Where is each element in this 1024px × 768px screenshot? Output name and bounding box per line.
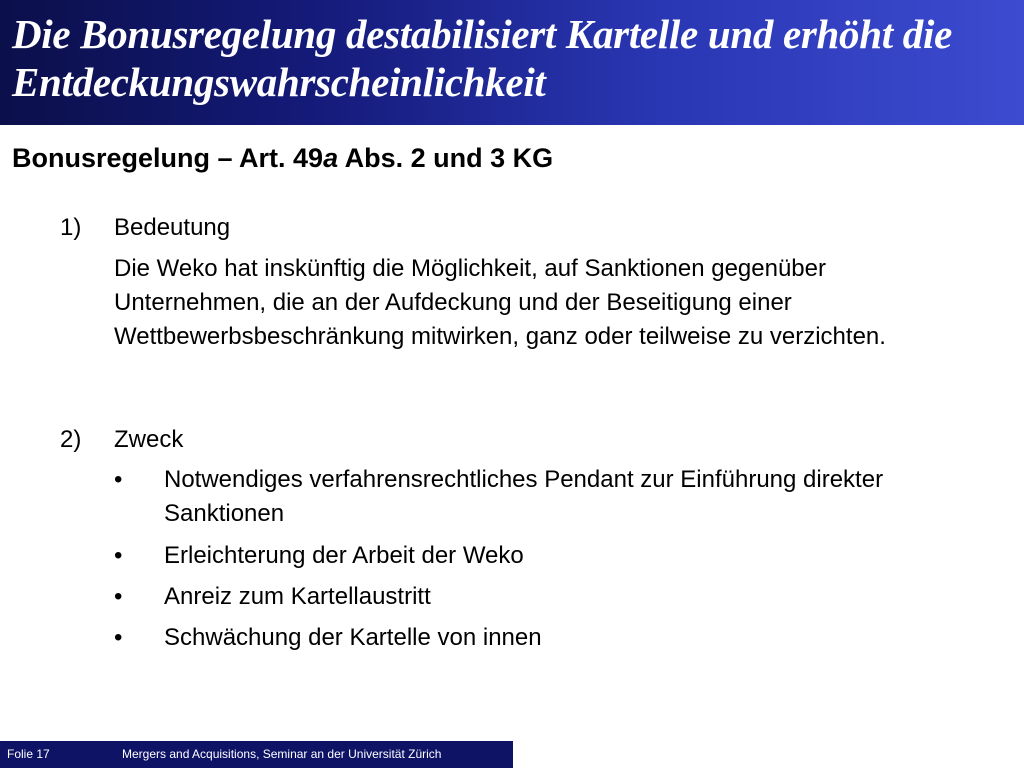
list-item: Erleichterung der Arbeit der Weko — [164, 542, 524, 569]
slide-subtitle — [12, 143, 553, 174]
list-item: Notwendiges verfahrensrechtliches Pendant zur Einführung direkter Sanktionen — [164, 466, 884, 527]
section-heading: Bedeutung — [114, 214, 231, 241]
subtitle-rest: Abs. 2 und 3 KG — [338, 143, 554, 173]
list-item: Anreiz zum Kartellaustritt — [164, 583, 431, 610]
bullet-icon: • — [114, 624, 123, 651]
subtitle-italic: a — [323, 143, 339, 173]
slide-number: Folie 17 — [7, 747, 50, 761]
section-number: 1) — [60, 214, 82, 241]
title-bar — [0, 0, 1024, 125]
section-heading: Zweck — [114, 426, 184, 453]
footer-course-label: Mergers and Acquisitions, Seminar an der Universität Zürich — [122, 747, 442, 761]
slide-title: Die Bonusregelung destabilisiert Kartelle und erhöht die Entdeckungswahrscheinlichkeit — [12, 11, 952, 105]
footer-bar — [0, 741, 513, 768]
bullet-icon: • — [114, 583, 123, 610]
list-item: Schwächung der Kartelle von innen — [164, 624, 542, 651]
bullet-icon: • — [114, 542, 123, 569]
section-paragraph: Die Weko hat inskünftig die Möglichkeit, auf Sanktionen gegenüber Unternehmen, die an der Aufdeckung und der Beseitigung einer Wettbewerbsbeschränkung mitwirken, ganz oder teilweise zu verzichten. — [114, 255, 886, 350]
subtitle-main: Bonusregelung – Art. 49 — [12, 143, 324, 173]
section-number: 2) — [60, 426, 82, 453]
bullet-icon: • — [114, 466, 123, 493]
